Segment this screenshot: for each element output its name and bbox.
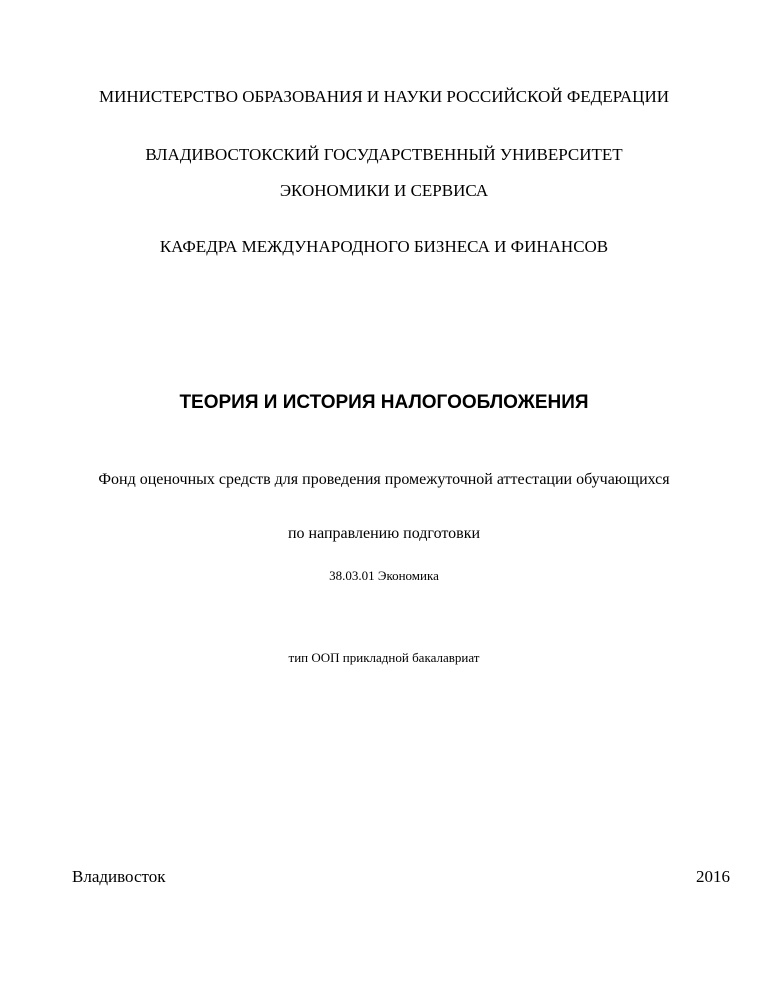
department-name: КАФЕДРА МЕЖДУНАРОДНОГО БИЗНЕСА И ФИНАНСОВ xyxy=(159,237,609,256)
document-title: ТЕОРИЯ И ИСТОРИЯ НАЛОГООБЛОЖЕНИЯ xyxy=(179,392,589,413)
program-type: тип ООП прикладной бакалавриат xyxy=(288,650,480,665)
university-name-line1: ВЛАДИВОСТОКСКИЙ ГОСУДАРСТВЕННЫЙ УНИВЕРСИТЕТ xyxy=(145,145,623,164)
university-name-line2: ЭКОНОМИКИ И СЕРВИСА xyxy=(279,181,489,200)
direction-code: 38.03.01 Экономика xyxy=(329,568,439,583)
fund-description: Фонд оценочных средств для проведения промежуточной аттестации обучающихся xyxy=(98,471,670,488)
ministry-name: МИНИСТЕРСТВО ОБРАЗОВАНИЯ И НАУКИ РОССИЙСКОЙ ФЕДЕРАЦИИ xyxy=(98,87,670,106)
publication-year: 2016 xyxy=(696,867,730,886)
direction-label: по направлению подготовки xyxy=(287,525,481,542)
city-name: Владивосток xyxy=(72,867,166,886)
